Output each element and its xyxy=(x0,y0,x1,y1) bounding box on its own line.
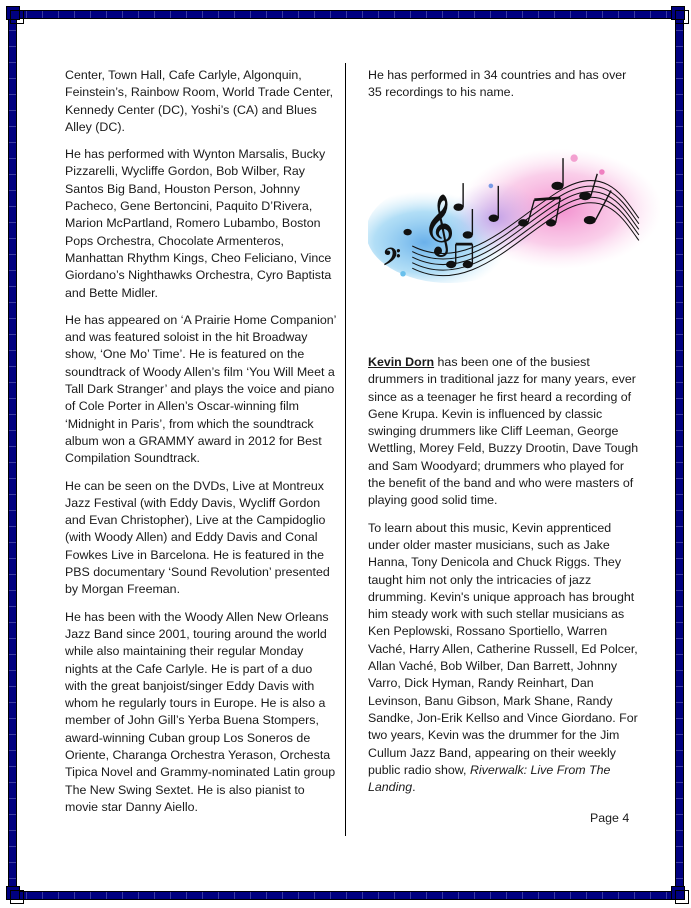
border-corner-top-left xyxy=(6,6,20,20)
paragraph-appearances: He has appeared on ‘A Prairie Home Companion’ and was featured soloist in the hit Broadway show, ‘One Mo’ Time’. He is featured on the soundtrack of Woody Allen’s film ‘You Will Meet a Tall Dark Stranger’ and plays the voice and piano of Cole Porter in Allen’s Oscar-winning film ‘Midnight in Paris’, from which the soundtrack album won a GRAMMY award in 2012 for Best Compilation Soundtrack. xyxy=(65,312,336,466)
paragraph-dvds: He can be seen on the DVDs, Live at Montreux Jazz Festival (with Eddy Davis, Wycliff Gordon and Evan Christopher), Live at the Campidoglio (with Woody Allen) and Eddy Davis and Conal Fowkes Live in Barcelona. He is featured in the PBS documentary ‘Sound Revolution’ presented by Morgan Freeman. xyxy=(65,478,330,597)
paragraph-countries: He has performed in 34 countries and has over 35 recordings to his name. xyxy=(368,68,627,100)
paragraph-kevin-dorn-career xyxy=(368,520,640,797)
paragraph-performed-with: He has performed with Wynton Marsalis, Bucky Pizzarelli, Wycliffe Gordon, Bob Wilber, Ray Santos Big Band, Houston Person, Johnny Pacheco, Gene Bertoncini, Paquito D’Rivera, Marion McPartland, Romero Lubambo, Boston Pops Orchestra, Chocolate Armenteros, Manhattan Rhythm Kings, Cheo Feliciano, Vince Giordano’s Nighthawks Orchestra, Cyro Baptista and Bette Midler. xyxy=(65,147,332,300)
page-border-bottom xyxy=(11,891,680,900)
border-corner-bottom-right xyxy=(671,886,685,900)
page-number: Page 4 xyxy=(590,811,630,825)
watercolor-wash xyxy=(368,149,660,283)
right-column-bio xyxy=(368,354,640,806)
radio-show-title: Riverwalk: Live From The Landing xyxy=(368,762,611,795)
column-divider xyxy=(345,63,346,836)
paragraph-kevin-dorn-career-text: To learn about this music, Kevin apprenticed under older master musicians, such as Jake Hanna, Tony Denicola and Chuck Riggs. They taught him not only the intricacies of jazz drumming. Kevin's unique approach has brought him steady work with such stellar musicians as Ken Peplowski, Rossano Sportiello, Warren Vaché, Harry Allen, Catherine Russell, Ed Polcer, Allan Vaché, Bob Wilber, Dan Barrett, Johnny Varro, Dick Hyman, Randy Reinhart, Dan Levinson, Banu Gibson, Mark Shane, Randy Sandke, Jon-Erik Kellso and Vince Giordano. For two years, Kevin was the drummer for the Jim Cullum Jazz Band, appearing on their weekly public radio show, xyxy=(368,520,638,777)
bass-clef-icon: 𝄢 xyxy=(382,243,401,277)
paragraph-woody-allen-band: He has been with the Woody Allen New Orleans Jazz Band since 2001, touring around the world while also maintaining their regular Monday nights at the Cafe Carlyle. He is part of a duo with the great banjoist/singer Eddy Davis with whom he regularly tours in Europe. He is also a member of John Gill’s Yerba Buena Stompers, award-winning Cuban group Los Soneros de Oriente, Charanga Orchestra Yerason, Orchesta Tipica Novel and Grammy-nominated Latin group The New Swing Sextet. He is also pianist to movie star Danny Aiello. xyxy=(65,609,336,814)
right-column xyxy=(368,67,640,112)
paragraph-end-punctuation: . xyxy=(412,780,416,795)
left-column xyxy=(65,67,337,826)
paragraph-kevin-dorn-intro xyxy=(368,354,640,510)
page-border-right xyxy=(675,14,684,894)
paragraph-kevin-dorn-intro-text: has been one of the busiest drummers in traditional jazz for many years, ever since as a teenager he first heard a recording of Gene Krupa. Kevin is influenced by classic swinging drummers like Cliff Leeman, George Wettling, Morey Feld, Buzzy Drootin, Dave Tough and Sam Woodyard; drummers who played for the benefit of the band and who were masters of playing good solid time. xyxy=(368,355,639,508)
music-notes-image xyxy=(368,135,660,283)
page-border-top xyxy=(11,10,680,19)
kevin-dorn-name: Kevin Dorn xyxy=(368,355,435,369)
treble-clef-icon: 𝄞 xyxy=(423,194,454,255)
border-corner-bottom-left xyxy=(6,886,20,900)
paragraph-venues: Center, Town Hall, Cafe Carlyle, Algonquin, Feinstein’s, Rainbow Room, World Trade Center, Kennedy Center (DC), Yoshi’s (CA) and Blues Alley (DC). xyxy=(65,68,334,134)
border-corner-top-right xyxy=(671,6,685,20)
page-border-left xyxy=(8,14,17,894)
